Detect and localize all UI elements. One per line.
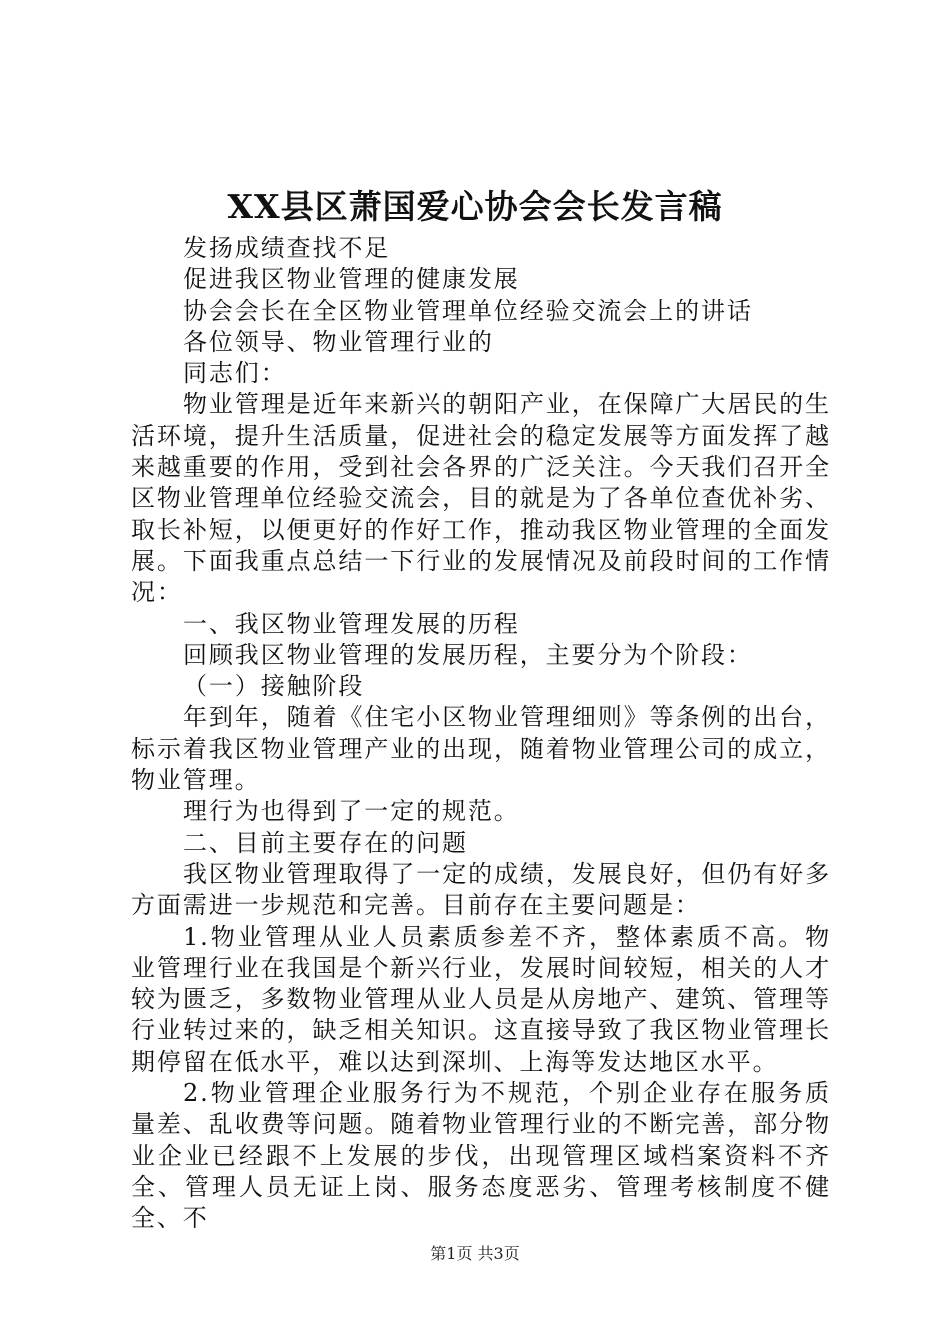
- subsection-heading-1: （一）接触阶段: [183, 672, 365, 701]
- section-heading-2: 二、目前主要存在的问题: [183, 828, 468, 857]
- paragraph-problem-1: 1.物业管理从业人员素质参差不齐，整体素质不高。物业管理行业在我国是个新兴行业，发展时间较短，相关的人才较为匮乏，多数物业管理从业人员是从房地产、建筑、管理等行业转过来的，缺乏相关知识。这直接导致了我区物业管理长期停留在低水平，难以达到深圳、上海等发达地区水平。: [131, 922, 831, 1076]
- paragraph-stage-1-cont: 理行为也得到了一定的规范。: [183, 797, 520, 826]
- paragraph-history-intro: 回顾我区物业管理的发展历程，主要分为个阶段：: [183, 640, 753, 669]
- document-body: [131, 233, 831, 1235]
- paragraph-salutation-2: 同志们：: [183, 359, 287, 388]
- section-heading-1: 一、我区物业管理发展的历程: [183, 609, 520, 638]
- paragraph-problems-intro: 我区物业管理取得了一定的成绩，发展良好，但仍有好多方面需进一步规范和完善。目前存在主要问题是：: [131, 859, 831, 920]
- document-title: XX县区萧国爱心协会会长发言稿: [227, 187, 723, 226]
- paragraph-intro: 物业管理是近年来新兴的朝阳产业，在保障广大居民的生活环境，提升生活质量，促进社会的稳定发展等方面发挥了越来越重要的作用，受到社会各界的广泛关注。今天我们召开全区物业管理单位经验交流会，目的就是为了各单位查优补劣、取长补短，以便更好的作好工作，推动我区物业管理的全面发展。下面我重点总结一下行业的发展情况及前段时间的工作情况：: [131, 390, 831, 607]
- paragraph-subtitle-2: 促进我区物业管理的健康发展: [183, 265, 520, 294]
- paragraph-problem-2: 2.物业管理企业服务行为不规范，个别企业存在服务质量差、乱收费等问题。随着物业管理行业的不断完善，部分物业企业已经跟不上发展的步伐，出现管理区域档案资料不齐全、管理人员无证上岗、服务态度恶劣、管理考核制度不健全、不: [131, 1079, 831, 1233]
- page-number-footer: 第1页 共3页: [430, 1244, 520, 1263]
- paragraph-stage-1: 年到年，随着《住宅小区物业管理细则》等条例的出台，标示着我区物业管理产业的出现，随着物业管理公司的成立，物业管理。: [131, 703, 831, 795]
- paragraph-salutation: 各位领导、物业管理行业的: [183, 327, 494, 356]
- paragraph-speaker-line: 协会会长在全区物业管理单位经验交流会上的讲话: [183, 296, 753, 325]
- paragraph-subtitle-1: 发扬成绩查找不足: [183, 234, 391, 262]
